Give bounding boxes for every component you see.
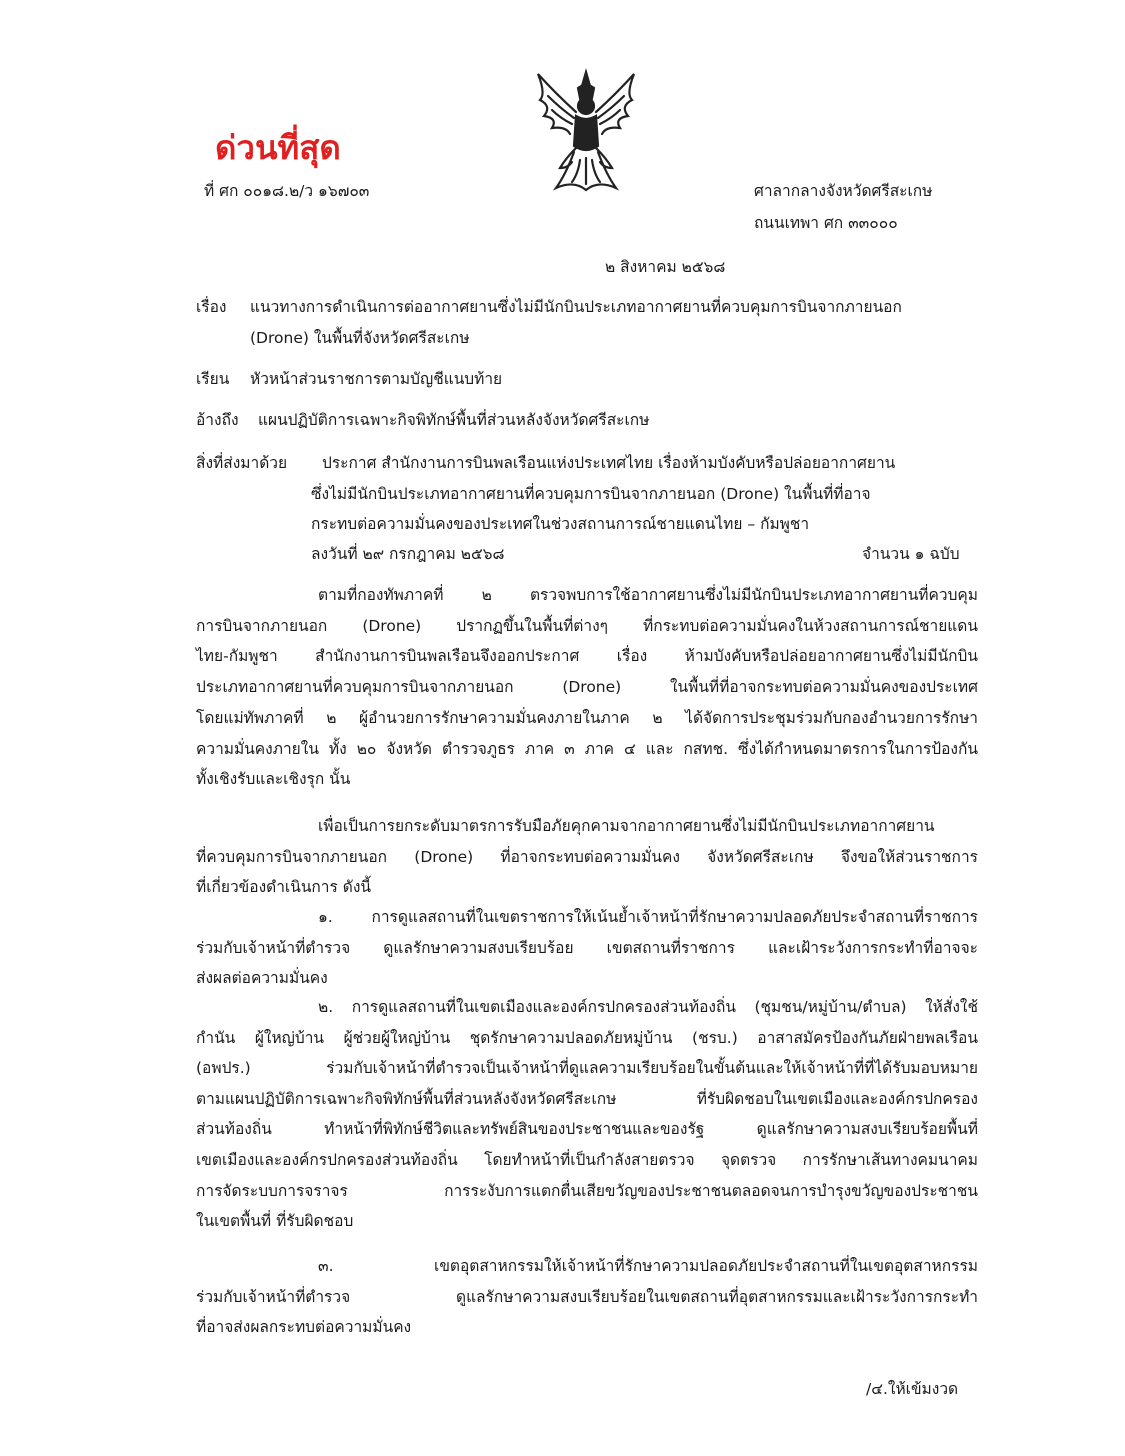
urgency-stamp: ด่วนที่สุด xyxy=(215,128,341,167)
continuation-marker: /๔.ให้เข้มงวด xyxy=(866,1380,959,1398)
enclosure-line-4: ลงวันที่ ๒๙ กรกฎาคม ๒๕๖๘ xyxy=(311,545,505,563)
paragraph-line: ส่งผลต่อความมั่นคง xyxy=(196,969,328,987)
paragraph-line: ที่ควบคุมการบินจากภายนอก (Drone) ที่อาจกระทบต่อความมั่นคง จังหวัดศรีสะเกษ จึงขอให้ส่วนราชการ xyxy=(196,847,978,866)
document-date: ๒ สิงหาคม ๒๕๖๘ xyxy=(605,258,726,276)
office-address: ถนนเทพา ศก ๓๓๐๐๐ xyxy=(754,214,898,232)
paragraph-line: ร่วมกับเจ้าหน้าที่ตำรวจ ดูแลรักษาความสงบเรียบร้อย เขตสถานที่ราชการ และเฝ้าระวังการกระทำที่อาจจะ xyxy=(196,938,978,957)
paragraph-line: ที่เกี่ยวข้องดำเนินการ ดังนี้ xyxy=(196,878,371,896)
enclosure-count: จำนวน ๑ ฉบับ xyxy=(862,545,960,563)
paragraph-line: กำนัน ผู้ใหญ่บ้าน ผู้ช่วยผู้ใหญ่บ้าน ชุดรักษาความปลอดภัยหมู่บ้าน (ชรบ.) อาสาสมัครป้องกันภัยฝ่ายพลเรือน xyxy=(196,1028,978,1047)
paragraph-line: ๒. การดูแลสถานที่ในเขตเมืองและองค์กรปกครองส่วนท้องถิ่น (ชุมชน/หมู่บ้าน/ตำบล) ให้สั่งใช้ xyxy=(318,998,978,1016)
paragraph-line: การบินจากภายนอก (Drone) ปรากฏขึ้นในพื้นที่ต่างๆ ที่กระทบต่อความมั่นคงในห้วงสถานการณ์ชายแดน xyxy=(196,616,978,635)
paragraph-line: การจัดระบบการจราจร การระงับการแตกตื่นเสียขวัญของประชาชนตลอดจนการบำรุงขวัญของประชาชน xyxy=(196,1181,978,1200)
reference-text: แผนปฏิบัติการเฉพาะกิจพิทักษ์พื้นที่ส่วนหลังจังหวัดศรีสะเกษ xyxy=(258,411,650,429)
subject-label: เรื่อง xyxy=(196,298,227,316)
paragraph-line: ในเขตพื้นที่ ที่รับผิดชอบ xyxy=(196,1212,354,1231)
paragraph-line: (อพปร.) ร่วมกับเจ้าหน้าที่ตำรวจเป็นเจ้าหน้าที่ดูแลความเรียบร้อยในขั้นต้นและให้เจ้าหน้าที่ที่ได้รับมอบหมาย xyxy=(196,1059,978,1078)
reference-label: อ้างถึง xyxy=(196,411,239,429)
enclosure-line-2: ซึ่งไม่มีนักบินประเภทอากาศยานที่ควบคุมการบินจากภายนอก (Drone) ในพื้นที่ที่อาจ xyxy=(311,485,871,503)
paragraph-line: โดยแม่ทัพภาคที่ ๒ ผู้อำนวยการรักษาความมั่นคงภายในภาค ๒ ได้จัดการประชุมร่วมกับกองอำนวยการรักษา xyxy=(196,708,978,727)
enclosure-line-1: ประกาศ สำนักงานการบินพลเรือนแห่งประเทศไทย เรื่องห้ามบังคับหรือปล่อยอากาศยาน xyxy=(322,454,896,472)
reference-number: ที่ ศก ๐๐๑๘.๒/ว ๑๖๗๐๓ xyxy=(204,182,370,200)
enclosure-line-3: กระทบต่อความมั่นคงของประเทศในช่วงสถานการณ์ชายแดนไทย – กัมพูชา xyxy=(311,515,810,533)
subject-line-2: (Drone) ในพื้นที่จังหวัดศรีสะเกษ xyxy=(250,329,470,347)
paragraph-line: ตามแผนปฏิบัติการเฉพาะกิจพิทักษ์พื้นที่ส่วนหลังจังหวัดศรีสะเกษ ที่รับผิดชอบในเขตเมืองและองค์กรปกครอง xyxy=(196,1089,978,1108)
paragraph-line: ไทย-กัมพูชา สำนักงานการบินพลเรือนจึงออกประกาศ เรื่อง ห้ามบังคับหรือปล่อยอากาศยานซึ่งไม่มีนักบิน xyxy=(196,647,978,666)
paragraph-line: ส่วนท้องถิ่น ทำหน้าที่พิทักษ์ชีวิตและทรัพย์สินของประชาชนและของรัฐ ดูแลรักษาความสงบเรียบร้อยพื้นที่ xyxy=(196,1120,978,1139)
subject-line-1: แนวทางการดำเนินการต่ออากาศยานซึ่งไม่มีนักบินประเภทอากาศยานที่ควบคุมการบินจากภายนอก xyxy=(250,298,902,316)
paragraph-line: ที่อาจส่งผลกระทบต่อความมั่นคง xyxy=(196,1318,412,1336)
paragraph-line: ร่วมกับเจ้าหน้าที่ตำรวจ ดูแลรักษาความสงบเรียบร้อยในเขตสถานที่อุตสาหกรรมและเฝ้าระวังการกระทำ xyxy=(196,1287,978,1306)
office-name: ศาลากลางจังหวัดศรีสะเกษ xyxy=(754,182,933,200)
salutation-text: หัวหน้าส่วนราชการตามบัญชีแนบท้าย xyxy=(250,370,503,388)
paragraph-line: ตามที่กองทัพภาคที่ ๒ ตรวจพบการใช้อากาศยานซึ่งไม่มีนักบินประเภทอากาศยานที่ควบคุม xyxy=(318,586,978,604)
paragraph-line: ทั้งเชิงรับและเชิงรุก นั้น xyxy=(196,770,351,789)
paragraph-line: ความมั่นคงภายใน ทั้ง ๒๐ จังหวัด ตำรวจภูธร ภาค ๓ ภาค ๔ และ กสทช. ซึ่งได้กำหนดมาตรการในการป้องกัน xyxy=(196,739,978,758)
paragraph-line: ๑. การดูแลสถานที่ในเขตราชการให้เน้นย้ำเจ้าหน้าที่รักษาความปลอดภัยประจำสถานที่ราชการ xyxy=(318,908,978,926)
paragraph-line: เพื่อเป็นการยกระดับมาตรการรับมือภัยคุกคามจากอากาศยานซึ่งไม่มีนักบินประเภทอากาศยาน xyxy=(318,817,935,835)
garuda-emblem-icon xyxy=(526,64,646,194)
paragraph-line: ประเภทอากาศยานที่ควบคุมการบินจากภายนอก (Drone) ในพื้นที่ที่อาจกระทบต่อความมั่นคงของประเทศ xyxy=(196,678,978,697)
salutation-label: เรียน xyxy=(196,370,230,388)
paragraph-line: ๓. เขตอุตสาหกรรมให้เจ้าหน้าที่รักษาความปลอดภัยประจำสถานที่ในเขตอุตสาหกรรม xyxy=(318,1257,978,1275)
enclosure-label: สิ่งที่ส่งมาด้วย xyxy=(196,454,288,472)
paragraph-line: เขตเมืองและองค์กรปกครองส่วนท้องถิ่น โดยทำหน้าที่เป็นกำลังสายตรวจ จุดตรวจ การรักษาเส้นทางคมนาคม xyxy=(196,1151,978,1169)
